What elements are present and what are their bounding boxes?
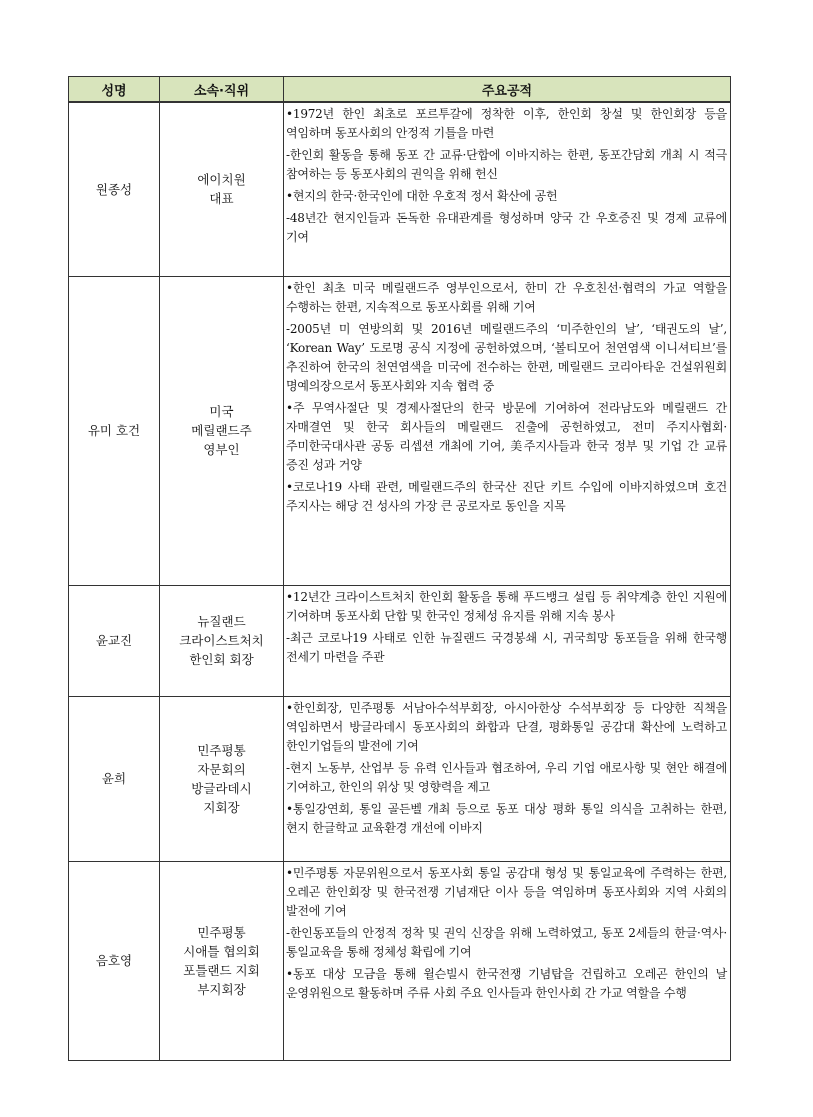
affiliation-line: 민주평통 <box>197 924 246 940</box>
person-name: 음호영 <box>69 861 160 1060</box>
affiliation-line: 포틀랜드 지회 <box>183 962 260 978</box>
achievement-item: •한인 최초 미국 메릴랜드주 영부인으로서, 한미 간 우호친선·협력의 가교 역할을 수행하는 한편, 지속적으로 동포사회를 위해 기여 <box>286 280 727 314</box>
person-achievements <box>284 696 731 861</box>
affiliation-line: 방글라데시 <box>191 780 252 796</box>
person-affiliation <box>160 861 284 1060</box>
header-affiliation: 소속·직위 <box>160 77 284 103</box>
person-achievements <box>284 102 731 276</box>
achievement-item: •현지의 한국·한국인에 대한 우호적 정서 확산에 공헌 <box>286 189 558 203</box>
header-achievements: 주요공적 <box>284 77 731 103</box>
achievement-item: •코로나19 사태 관련, 메릴랜드주의 한국산 진단 키트 수입에 이바지하였으며 호건 주지사는 해당 건 성사의 가장 큰 공로자로 동인을 지목 <box>286 479 727 513</box>
affiliation-line: 지회장 <box>203 799 240 815</box>
achievement-item: •통일강연회, 통일 골든벨 개최 등으로 동포 대상 평화 통일 의식을 고취하는 한편, 현지 한글학교 교육환경 개선에 이바지 <box>286 801 727 835</box>
header-row <box>69 77 731 103</box>
achievement-item: •주 무역사절단 및 경제사절단의 한국 방문에 기여하여 전라남도와 메릴랜드 간 자매결연 및 한국 회사들의 메릴랜드 진출에 공헌하였고, 전미 주지사협회·주미한국대사관 공동 리셉션 개최에 기여, 美주지사들과 한국 정부 및 기업 간 교류 증진 성과 거양 <box>286 400 727 472</box>
person-name: 유미 호건 <box>69 276 160 585</box>
table-row <box>69 276 731 585</box>
achievement-item: -한인동포들의 안정적 정착 및 권익 신장을 위해 노력하였고, 동포 2세들의 한글·역사·통일교육을 통해 정체성 확립에 기여 <box>286 925 727 959</box>
achievement-item: •한인회장, 민주평통 서남아수석부회장, 아시아한상 수석부회장 등 다양한 직책을 역임하면서 방글라데시 동포사회의 화합과 단결, 평화통일 공감대 확산에 노력하고 한인기업들의 발전에 기여 <box>286 700 727 753</box>
affiliation-line: 에이치원 <box>197 172 246 188</box>
person-affiliation <box>160 696 284 861</box>
person-affiliation <box>160 585 284 696</box>
person-name: 윤교진 <box>69 585 160 696</box>
affiliation-line: 크라이스트처치 <box>179 633 264 648</box>
affiliation-line: 한인회 회장 <box>189 652 254 667</box>
affiliation-line: 자문회의 <box>197 761 246 777</box>
affiliation-line: 민주평통 <box>197 742 246 758</box>
table-row <box>69 585 731 696</box>
person-affiliation <box>160 102 284 276</box>
affiliation-line: 영부인 <box>203 442 240 457</box>
achievement-item: •1972년 한인 최초로 포르투갈에 정착한 이후, 한인회 창설 및 한인회장 등을 역임하며 동포사회의 안정적 기틀을 마련 <box>286 107 727 140</box>
affiliation-line: 메릴랜드주 <box>191 423 252 438</box>
affiliation-line: 뉴질랜드 <box>197 614 246 629</box>
table-row <box>69 861 731 1060</box>
achievement-item: -현지 노동부, 산업부 등 유력 인사들과 협조하여, 우리 기업 애로사항 및 현안 해결에 기여하고, 한인의 위상 및 영향력을 제고 <box>286 760 727 794</box>
table-row <box>69 696 731 861</box>
person-name: 윤희 <box>69 696 160 861</box>
achievement-item: •민주평통 자문위원으로서 동포사회 통일 공감대 형성 및 통일교육에 주력하는 한편, 오레곤 한인회장 및 한국전쟁 기념재단 이사 등을 역임하며 동포사회와 지역 사회의 발전에 기여 <box>286 865 727 918</box>
achievement-item: •12년간 크라이스트처치 한인회 활동을 통해 푸드뱅크 설립 등 취약계층 한인 지원에 기여하며 동포사회 단합 및 한국인 정체성 유지를 위해 지속 봉사 <box>286 589 727 623</box>
achievement-item: -최근 코로나19 사태로 인한 뉴질랜드 국경봉쇄 시, 귀국희망 동포들을 위해 한국행 전세기 마련을 주관 <box>286 630 727 664</box>
awards-table <box>68 76 731 1061</box>
achievement-item: -한인회 활동을 통해 동포 간 교류·단합에 이바지하는 한편, 동포간담회 개최 시 적극 참여하는 등 동포사회의 권익을 위해 헌신 <box>286 148 727 181</box>
person-achievements <box>284 276 731 585</box>
achievement-item: •동포 대상 모금을 통해 윌슨빌시 한국전쟁 기념탑을 건립하고 오레곤 한인의 날 운영위원으로 활동하며 주류 사회 주요 인사들과 한인사회 간 가교 역할을 수행 <box>286 966 727 1000</box>
affiliation-line: 시애틀 협의회 <box>183 943 260 959</box>
person-achievements <box>284 861 731 1060</box>
affiliation-line: 부지회장 <box>197 981 246 997</box>
table-row <box>69 102 731 276</box>
person-name: 원종성 <box>69 102 160 276</box>
person-achievements <box>284 585 731 696</box>
person-affiliation <box>160 276 284 585</box>
header-name: 성명 <box>69 77 160 103</box>
achievement-item: -48년간 현지인들과 돈독한 유대관계를 형성하며 양국 간 우호증진 및 경제 교류에 기여 <box>286 211 727 244</box>
achievement-item: -2005년 미 연방의회 및 2016년 메릴랜드주의 ‘미주한인의 날’, ‘태권도의 날’, ‘Korean Way’ 도로명 공식 지정에 공헌하였으며, ‘볼티모어 천연염색 이니셔티브’를 추진하여 한국의 천연염색을 미국에 전수하는 한편, 메릴랜드 코리아타운 건설위원회 명예의장으로서 동포사회와 지속 협력 중 <box>286 321 727 393</box>
affiliation-line: 대표 <box>209 191 234 207</box>
affiliation-line: 미국 <box>209 404 234 419</box>
